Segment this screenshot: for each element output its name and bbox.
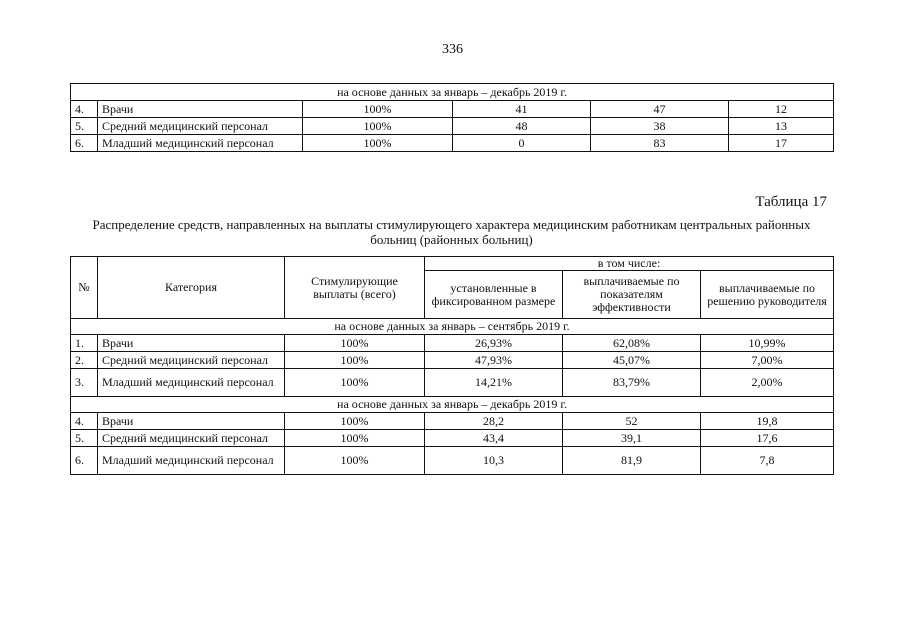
row-fixed: 14,21% <box>425 369 563 397</box>
row-total: 100% <box>303 101 453 118</box>
row-fixed: 41 <box>453 101 591 118</box>
row-performance: 83,79% <box>563 369 701 397</box>
row-total: 100% <box>285 335 425 352</box>
row-performance: 38 <box>591 118 729 135</box>
row-fixed: 26,93% <box>425 335 563 352</box>
table-row <box>71 335 834 352</box>
row-number: 5. <box>71 430 98 447</box>
header-performance: выплачиваемые по показателям эффективности <box>563 271 701 319</box>
row-performance: 62,08% <box>563 335 701 352</box>
row-category: Врачи <box>98 101 303 118</box>
table-row <box>71 352 834 369</box>
row-category: Врачи <box>98 413 285 430</box>
row-performance: 52 <box>563 413 701 430</box>
table-row <box>71 101 834 118</box>
row-category: Средний медицинский персонал <box>98 352 285 369</box>
section-header: на основе данных за январь – сентябрь 2019 г. <box>71 319 834 335</box>
section-header: на основе данных за январь – декабрь 2019 г. <box>71 84 834 101</box>
row-manager: 7,8 <box>701 447 834 475</box>
table-continuation <box>70 83 834 152</box>
row-category: Младший медицинский персонал <box>98 369 285 397</box>
table-row <box>71 447 834 475</box>
row-category: Средний медицинский персонал <box>98 430 285 447</box>
section-row <box>71 84 834 101</box>
row-total: 100% <box>285 447 425 475</box>
row-number: 4. <box>71 101 98 118</box>
header-total: Стимулирующие выплаты (всего) <box>285 257 425 319</box>
row-manager: 17,6 <box>701 430 834 447</box>
row-manager: 7,00% <box>701 352 834 369</box>
row-category: Средний медицинский персонал <box>98 118 303 135</box>
table-row <box>71 118 834 135</box>
section-header: на основе данных за январь – декабрь 2019 г. <box>71 397 834 413</box>
row-total: 100% <box>285 430 425 447</box>
row-number: 6. <box>71 135 98 152</box>
row-manager: 13 <box>729 118 834 135</box>
row-performance: 81,9 <box>563 447 701 475</box>
section-row <box>71 397 834 413</box>
table-row <box>71 135 834 152</box>
table-row <box>71 430 834 447</box>
row-manager: 19,8 <box>701 413 834 430</box>
table-row <box>71 413 834 430</box>
row-fixed: 10,3 <box>425 447 563 475</box>
row-performance: 39,1 <box>563 430 701 447</box>
section-row <box>71 319 834 335</box>
row-number: 6. <box>71 447 98 475</box>
header-manager: выплачиваемые по решению руководителя <box>701 271 834 319</box>
header-category: Категория <box>98 257 285 319</box>
table-caption: Распределение средств, направленных на выплаты стимулирующего характера медицинским работникам центральных районных больниц (районных больниц) <box>92 217 811 247</box>
row-total: 100% <box>285 352 425 369</box>
row-number: 1. <box>71 335 98 352</box>
row-manager: 17 <box>729 135 834 152</box>
row-performance: 47 <box>591 101 729 118</box>
row-total: 100% <box>285 369 425 397</box>
row-performance: 45,07% <box>563 352 701 369</box>
table-label: Таблица 17 <box>755 194 827 210</box>
page-number: 336 <box>442 42 463 57</box>
row-fixed: 47,93% <box>425 352 563 369</box>
row-number: 2. <box>71 352 98 369</box>
row-fixed: 43,4 <box>425 430 563 447</box>
row-category: Младший медицинский персонал <box>98 135 303 152</box>
row-category: Младший медицинский персонал <box>98 447 285 475</box>
row-fixed: 48 <box>453 118 591 135</box>
table-row <box>71 369 834 397</box>
row-number: 5. <box>71 118 98 135</box>
row-number: 3. <box>71 369 98 397</box>
row-number: 4. <box>71 413 98 430</box>
row-manager: 10,99% <box>701 335 834 352</box>
row-performance: 83 <box>591 135 729 152</box>
row-total: 100% <box>303 118 453 135</box>
header-num: № <box>71 257 98 319</box>
row-fixed: 28,2 <box>425 413 563 430</box>
row-manager: 2,00% <box>701 369 834 397</box>
row-total: 100% <box>285 413 425 430</box>
header-fixed: установленные в фиксированном размере <box>425 271 563 319</box>
table-17 <box>70 256 834 475</box>
row-fixed: 0 <box>453 135 591 152</box>
row-manager: 12 <box>729 101 834 118</box>
row-category: Врачи <box>98 335 285 352</box>
header-including: в том числе: <box>425 257 834 271</box>
row-total: 100% <box>303 135 453 152</box>
